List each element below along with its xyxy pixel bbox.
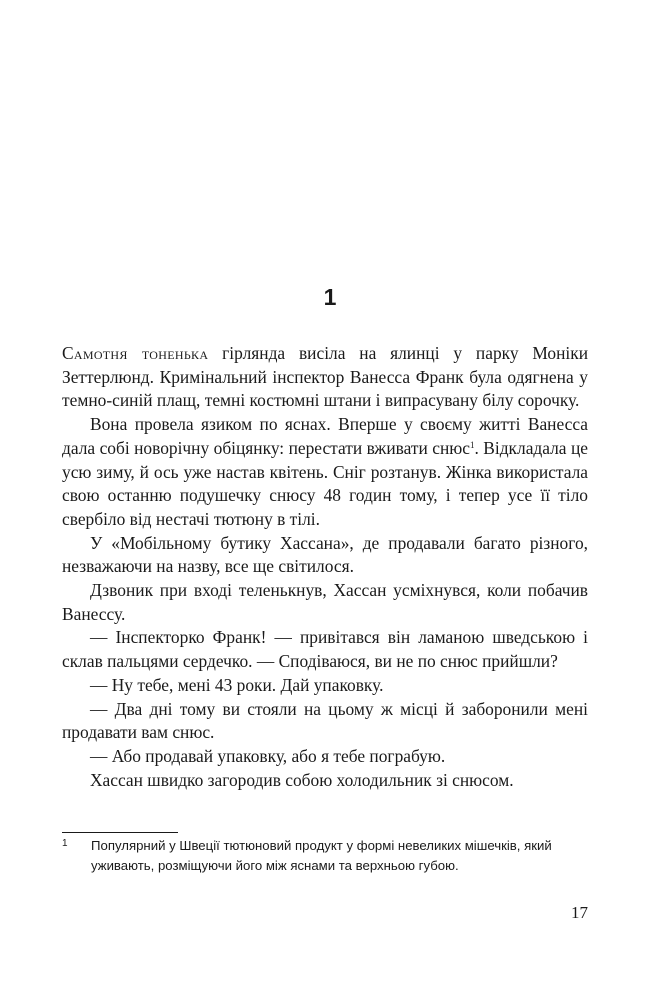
paragraph-3: У «Мобільному бутику Хассана», де продавали багато різного, незважаючи на назву, все ще світилося.: [62, 532, 588, 577]
paragraph-1: [62, 342, 588, 413]
footnote-mark: 1: [62, 838, 68, 849]
paragraph-7: — Два дні тому ви стояли на цьому ж місці й заборонили мені продавати вам снюс.: [62, 698, 588, 743]
paragraph-8: — Або продавай упаковку, або я тебе пограбую.: [90, 745, 446, 766]
paragraph-1-text: гірлянда висіла на ялинці у парку Моніки Зеттерлюнд. Кримінальний інспектор Ванесса Франк була одягнена у темно-синій плащ, темні костюмні штани і випрасувану білу сорочку.: [62, 343, 588, 411]
footnote: [62, 836, 588, 876]
paragraph-2-text-b: . Відкладала це усю зиму, й ось уже настав квітень. Сніг розтанув. Жінка використала свою останню подушечку снюсу 48 годин тому, і тепер усе її тіло свербіло від нестачі тютюну в тілі.: [62, 437, 589, 529]
paragraph-2-text-a: Вона провела язиком по яснах. Вперше у своєму житті Ванесса дала собі новорічну обіцянку: перестати вживати снюс: [62, 414, 588, 458]
paragraph-5: — Інспекторко Франк! — привітався він ламаною шведською і склав пальцями сердечко. — Сподіваюся, ви не по снюс прийшли?: [62, 627, 588, 672]
paragraph-9: Хассан швидко загородив собою холодильник зі снюсом.: [90, 769, 514, 790]
footnote-divider: [62, 832, 178, 833]
footnote-text: Популярний у Швеції тютюновий продукт у формі невеликих мішечків, який уживають, розміщуючи його між яснами та верхньою губою.: [91, 838, 552, 873]
chapter-body: [62, 342, 588, 792]
chapter-number: 1: [323, 284, 337, 310]
lead-in-smallcaps: Самотня тоненька: [62, 343, 209, 363]
paragraph-6: — Ну тебе, мені 43 роки. Дай упаковку.: [90, 674, 384, 695]
page-number: 17: [571, 903, 588, 922]
paragraph-2: [62, 413, 588, 532]
footnote-reference: 1: [469, 439, 475, 450]
paragraph-4: Дзвоник при вході теленькнув, Хассан усміхнувся, коли побачив Ванессу.: [62, 580, 588, 624]
